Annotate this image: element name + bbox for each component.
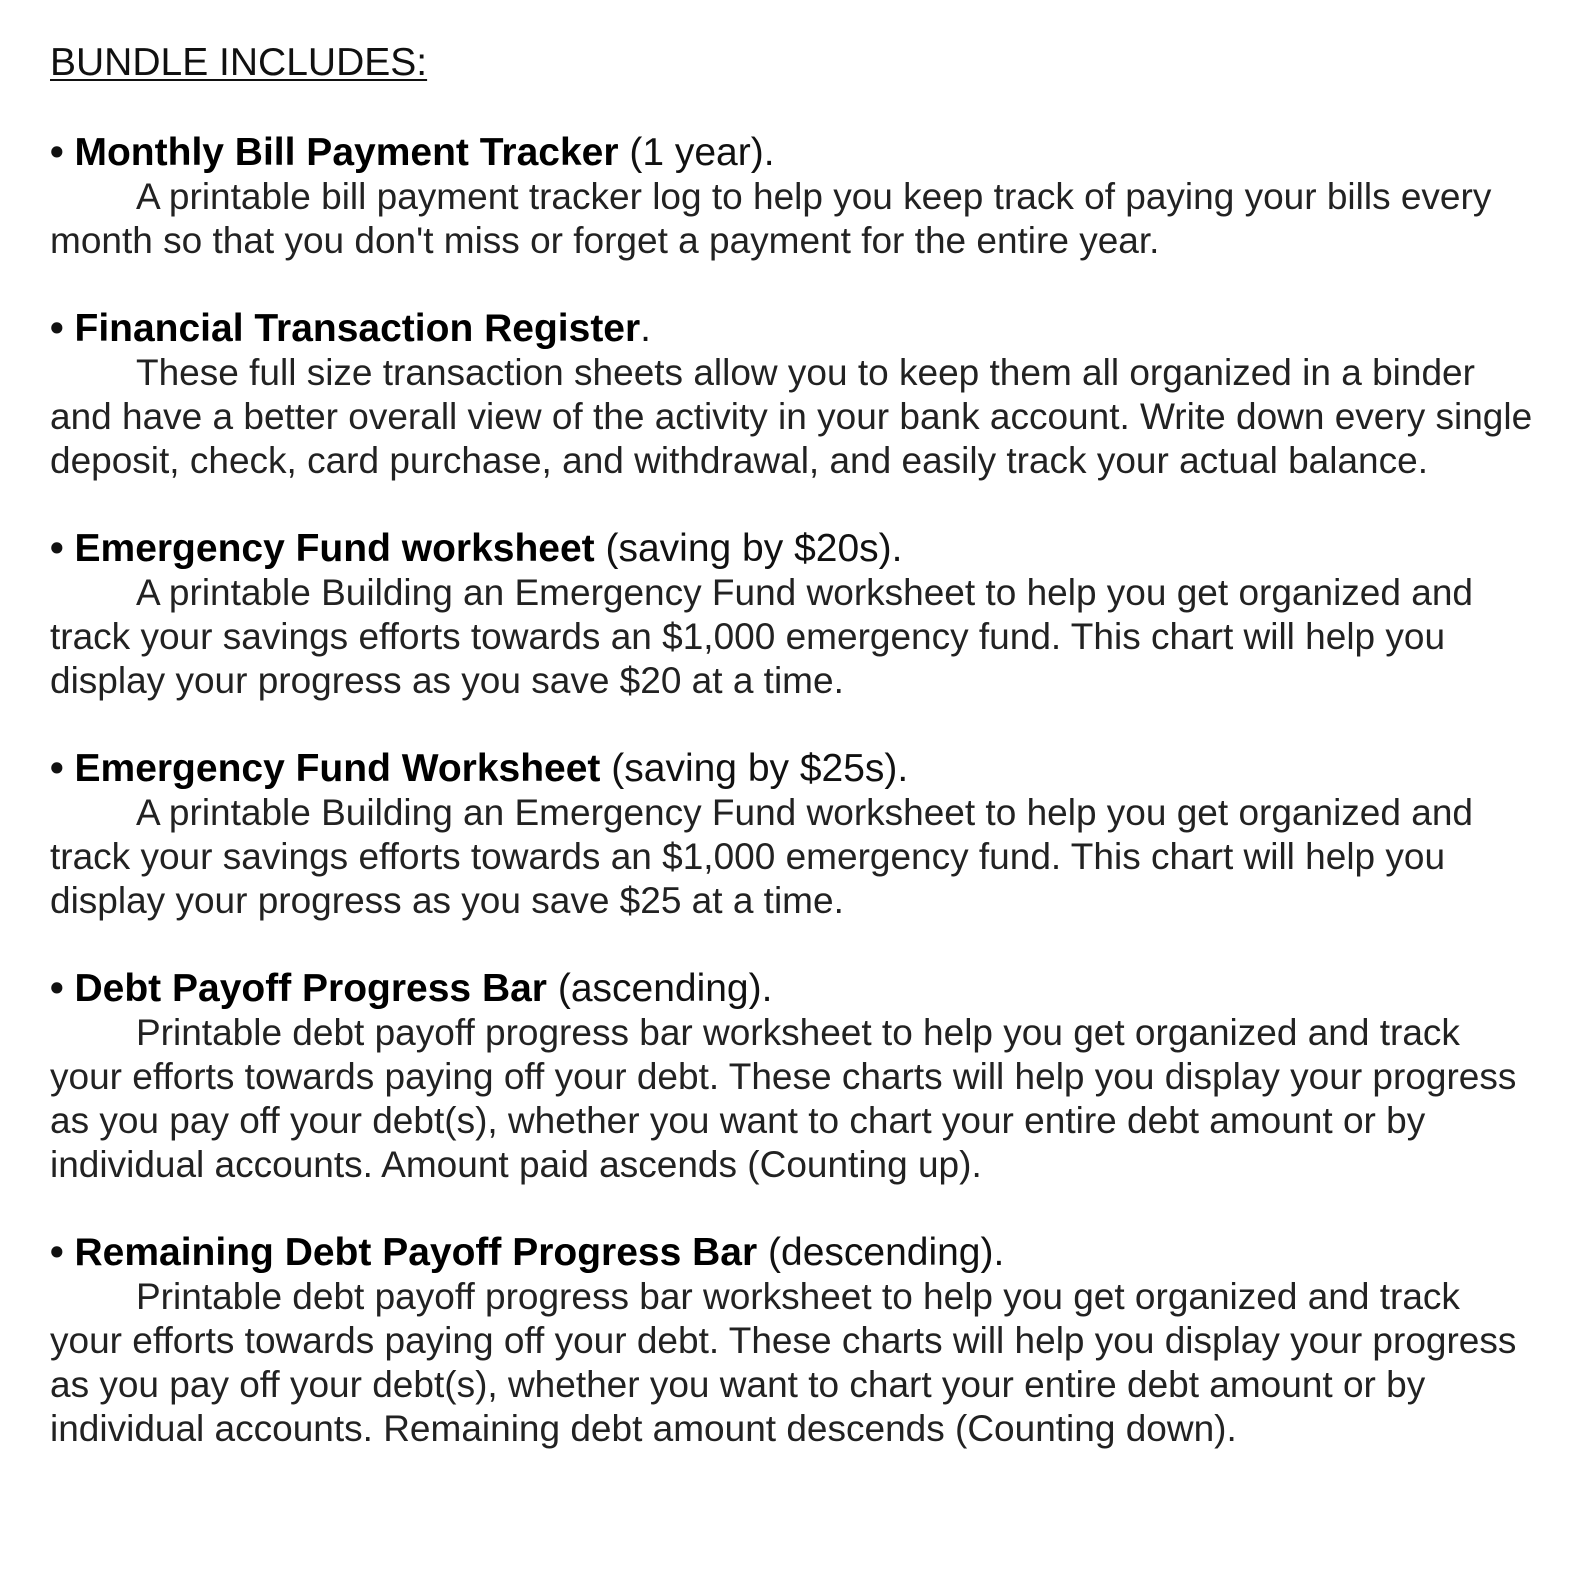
item-title xyxy=(50,527,1540,571)
bullet-icon: • xyxy=(50,1230,64,1274)
item-name: Debt Payoff Progress Bar xyxy=(74,966,547,1010)
item-suffix: (descending). xyxy=(768,1230,1005,1274)
bundle-document xyxy=(50,42,1540,1495)
list-item xyxy=(50,747,1540,923)
item-suffix: (1 year). xyxy=(629,130,775,174)
item-title xyxy=(50,967,1540,1011)
item-title xyxy=(50,307,1540,351)
item-title xyxy=(50,747,1540,791)
list-item xyxy=(50,131,1540,263)
list-item xyxy=(50,527,1540,703)
bullet-icon: • xyxy=(50,746,64,790)
item-name: Emergency Fund worksheet xyxy=(74,526,595,570)
item-suffix: (saving by $25s). xyxy=(611,746,909,790)
item-description: These full size transaction sheets allow you to keep them all organized in a binder and have a better overall view of the activity in your bank account. Write down every single deposit, check, card purchase, and withdrawal, and easily track your actual balance. xyxy=(50,351,1533,481)
bullet-icon: • xyxy=(50,130,64,174)
item-description: Printable debt payoff progress bar worksheet to help you get organized and track your efforts towards paying off your debt. These charts will help you display your progress as you pay off your debt(s), whether you want to chart your entire debt amount or by individual accounts. Remaining debt amount descends (Counting down). xyxy=(50,1275,1517,1449)
item-name: Emergency Fund Worksheet xyxy=(74,746,601,790)
item-name: Financial Transaction Register xyxy=(74,306,641,350)
item-suffix: . xyxy=(640,306,652,350)
bundle-heading: BUNDLE INCLUDES: xyxy=(50,41,428,84)
item-description: Printable debt payoff progress bar worksheet to help you get organized and track your efforts towards paying off your debt. These charts will help you display your progress as you pay off your debt(s), whether you want to chart your entire debt amount or by individual accounts. Amount paid ascends (Counting up). xyxy=(50,1011,1517,1185)
bullet-icon: • xyxy=(50,306,64,350)
bullet-icon: • xyxy=(50,526,64,570)
list-item xyxy=(50,1231,1540,1451)
item-description: A printable Building an Emergency Fund worksheet to help you get organized and track your savings efforts towards an $1,000 emergency fund. This chart will help you display your progress as you save $25 at a time. xyxy=(50,791,1473,921)
item-title xyxy=(50,131,1540,175)
list-item xyxy=(50,967,1540,1187)
item-description: A printable Building an Emergency Fund worksheet to help you get organized and track your savings efforts towards an $1,000 emergency fund. This chart will help you display your progress as you save $20 at a time. xyxy=(50,571,1473,701)
item-name: Remaining Debt Payoff Progress Bar xyxy=(74,1230,758,1274)
bullet-icon: • xyxy=(50,966,64,1010)
item-title xyxy=(50,1231,1540,1275)
item-name: Monthly Bill Payment Tracker xyxy=(74,130,619,174)
list-item xyxy=(50,307,1540,483)
item-suffix: (saving by $20s). xyxy=(605,526,903,570)
item-description: A printable bill payment tracker log to help you keep track of paying your bills every month so that you don't miss or forget a payment for the entire year. xyxy=(50,175,1492,261)
item-suffix: (ascending). xyxy=(557,966,773,1010)
